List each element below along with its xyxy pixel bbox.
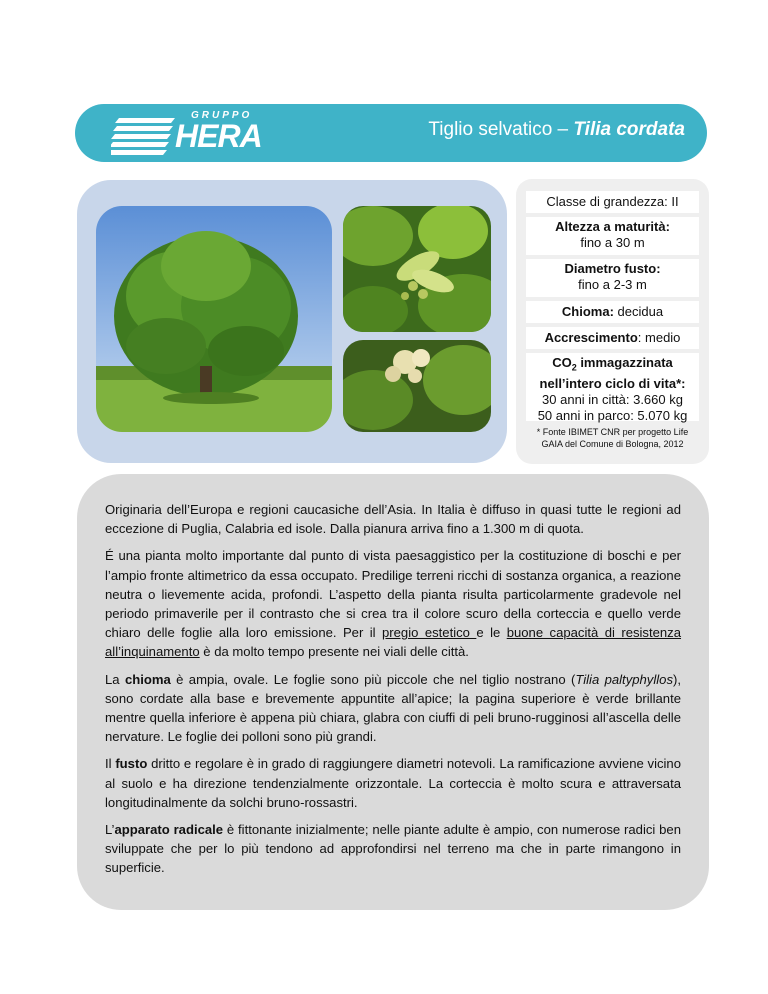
source-note-line-1: * Fonte IBIMET CNR per progetto Life [536,427,689,437]
trunk-text: dritto e regolare è in grado di raggiungere diametri notevoli. La ramificazione avviene vicino al suolo e ha direzione tendenzialmente orizzontale. La corteccia è molto scura e attraversata longitudinalmente da solchi bruno-rossastri. [105,756,681,810]
landscape-text: É una pianta molto importante dal punto di vista paesaggistico per la costituzione di boschi e per l’ampio fronte altimetrico da essa occupato. Predilige terreni ricchi di sostanza organica, a reazione neutra o lievemente acida, profondi. L’aspetto della pianta risulta particolarmente gradevole nel periodo primaverile per il contrasto che si crea tra il colore scuro della corteccia e quello verde chiaro delle foglie alla loro emissione. Per il [105,548,681,641]
crown-text-end: ), sono cordate alla base e brevemente appuntite all’apice; la pagina superiore è verde brillante mentre quella inferiore è appena più chiara, glabra con ciuffi di peli bruno-rugginosi all’ascella delle nervature. Le foglie dei polloni sono più grandi. [105,671,681,745]
hera-logo [111,110,261,158]
crown-label: Chioma: [561,304,614,319]
size-class [526,191,699,213]
paragraph-roots [105,820,681,878]
roots-text-start: L’ [105,822,115,838]
flower-photo-illustration [343,340,491,432]
crown-keyword: chioma [124,671,171,687]
leaf-photo-illustration [343,206,491,332]
logo-hera-text: HERA [175,118,262,154]
header-banner [75,104,707,162]
tree-photo-illustration [96,206,332,432]
crown-text-start: La [105,671,125,687]
aesthetic-value-underlined: pregio estetico [382,625,477,641]
landscape-text-end: è da molto tempo presente nei viali delle città. [199,644,469,660]
logo-stripes-icon [111,116,181,156]
height-info [526,217,699,255]
crown-info [526,301,699,323]
trunk-diameter-value: fino a 2-3 m [578,277,647,292]
height-label: Altezza a maturità: [555,219,670,234]
source-note-line-2: GAIA del Comune di Bologna, 2012 [541,439,684,449]
growth-label: Accrescimento [544,330,638,345]
title-latin-name: Tilia cordata [573,119,685,140]
growth-info [526,327,699,349]
leaf-photo [343,206,491,332]
title-common-name: Tiglio selvatico – [428,119,574,140]
trunk-keyword: fusto [115,756,148,772]
landscape-text-join: e le [476,625,507,641]
co2-subscript: 2 [571,362,577,373]
co2-info [526,353,699,421]
logo-gruppo-text: GRUPPO [191,110,253,121]
trunk-diameter-label: Diametro fusto: [564,261,661,276]
paragraph-trunk [105,754,681,812]
info-card [516,179,709,464]
height-value: fino a 30 m [580,235,645,250]
co2-label-lifecycle: nell’intero ciclo di vita*: [539,375,686,391]
crown-latin-name: Tilia paltyphyllos [575,671,673,687]
paragraph-landscape [105,546,681,661]
tree-photo [96,206,332,432]
roots-keyword: apparato radicale [114,822,224,838]
co2-label: CO [552,355,572,370]
paragraph-crown [105,670,681,747]
trunk-diameter-info [526,259,699,297]
co2-label-suffix: immagazzinata [576,355,673,370]
growth-value: : medio [637,330,681,345]
crown-text: è ampia, ovale. Le foglie sono più piccole che nel tiglio nostrano ( [170,671,576,687]
roots-text: è fittonante inizialmente; nelle piante adulte è ampio, con numerose radici ben sviluppate che per lo più tendono ad approfondirsi nel terreno ma che in parte rimangono in superficie. [105,822,681,876]
description-text [105,500,681,886]
co2-city-value: 30 anni in città: 3.660 kg [542,391,683,407]
page-title [428,119,685,141]
trunk-text-start: Il [105,756,116,772]
flower-photo [343,340,491,432]
source-note [524,426,701,450]
paragraph-origin: Originaria dell’Europa e regioni caucasiche dell’Asia. In Italia è diffuso in quasi tutte le regioni ad eccezione di Puglia, Calabria ed isole. Dalla pianura arriva fino a 1.300 m di quota. [105,502,681,537]
crown-value: decidua [613,304,664,319]
co2-park-value: 50 anni in parco: 5.070 kg [537,407,688,423]
size-class-text: Classe di grandezza: II [546,194,679,209]
pollution-resistance-underlined: buone capacità di resistenza all’inquinamento [105,625,682,660]
